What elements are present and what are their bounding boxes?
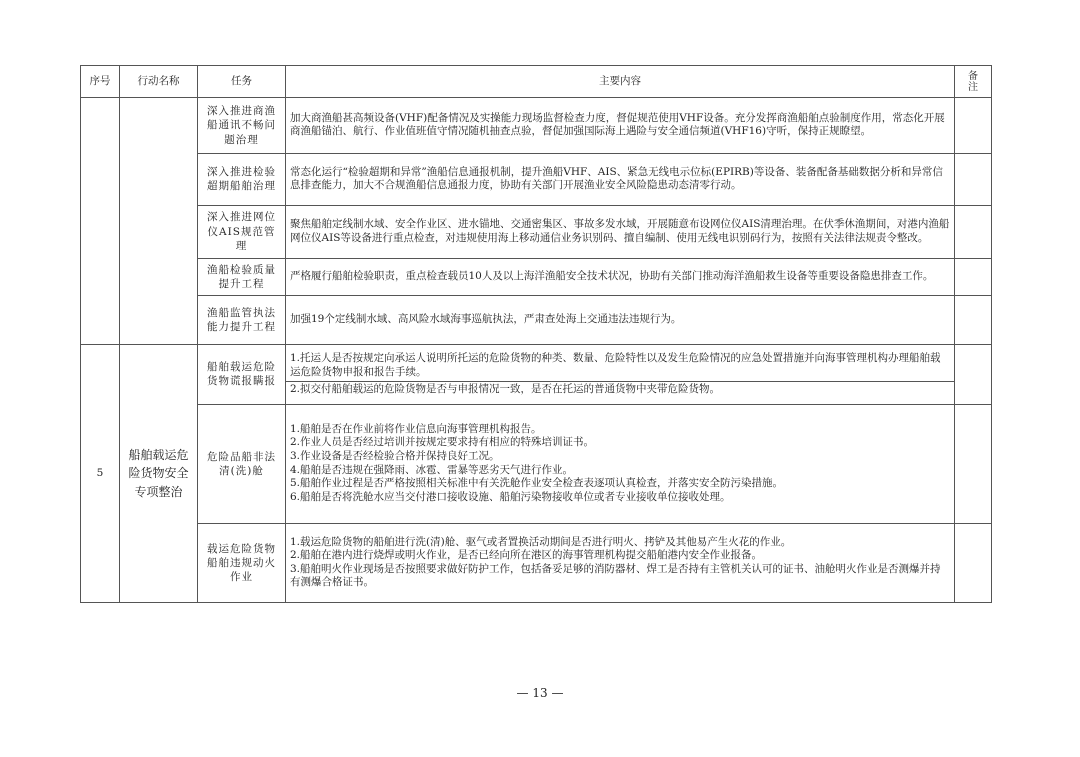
row-index-cell [81,98,120,345]
header-remark-line2: 注 [968,81,978,93]
remark-cell [955,344,992,404]
page-number: — 13 — [516,686,564,700]
table-row [81,258,992,296]
content-item: 3.船舶明火作业现场是否按照要求做好防护工作，包括备妥足够的消防器材、焊工是否持有主管机关认可的证书、油舱明火作业是否测爆并持有测爆合格证书。 [290,562,941,589]
content-cell: 常态化运行“检验超期和异常”渔船信息通报机制，提升渔船VHF、AIS、紧急无线电示位标(EPIRB)等设备、装备配备基础数据分析和异常信息排查能力，加大不合规渔船信息通报力度，协助有关部门开展渔业安全风险隐患动态清零行动。 [286,153,955,205]
remark-cell [955,98,992,154]
content-item: 2.拟交付船舶载运的危险货物是否与申报情况一致，是否在托运的普通货物中夹带危险货物。 [286,381,954,398]
remark-cell [955,523,992,602]
content-cell: 聚焦船舶定线制水域、安全作业区、进水锚地、交通密集区、事故多发水域，开展随意布设网位仪AIS清理治理。在伏季休渔期间，对港内渔船网位仪AIS等设备进行重点检查，对违规使用海上移动通信业务识别码、擅自编制、使用无线电识别码行为，按照有关法律法规责令整改。 [286,205,955,258]
action-table [80,65,992,603]
content-item: 4.船舶是否违规在强降雨、冰雹、雷暴等恶劣天气进行作业。 [290,463,574,476]
table-row [81,205,992,258]
task-cell: 深入推进检验超期船舶治理 [198,153,286,205]
task-cell: 深入推进网位仪AIS规范管理 [198,205,286,258]
table-row [81,523,992,602]
header-remark [955,66,992,98]
content-item: 2.船舶在港内进行烧焊或明火作业，是否已经向所在港区的海事管理机构提交船舶港内安全作业报备。 [290,549,763,562]
content-item: 3.作业设备是否经检验合格并保持良好工况。 [290,450,500,463]
content-cell: 加大商渔船甚高频设备(VHF)配备情况及实操能力现场监督检查力度，督促规范使用VHF设备。充分发挥商渔船舶点验制度作用，常态化开展商渔船锚泊、航行、作业值班值守情况随机抽查点验，督促加强国际海上遇险与安全通信频道(VHF16)守听，保持正规瞭望。 [286,98,955,154]
content-cell [286,523,955,602]
remark-cell [955,205,992,258]
content-item: 1.托运人是否按规定向承运人说明所托运的危险货物的种类、数量、危险特性以及发生危险情况的应急处置措施并向海事管理机构办理船舶载运危险货物申报和报告手续。 [290,352,941,379]
header-index: 序号 [81,66,120,98]
remark-cell [955,153,992,205]
table-row [81,344,992,404]
remark-cell [955,404,992,523]
table-row [81,98,992,154]
content-cell [286,344,955,404]
task-cell: 危险品船非法清(洗)舱 [198,404,286,523]
task-cell: 载运危险货物船舶违规动火作业 [198,523,286,602]
remark-cell [955,258,992,296]
row-index-cell: 5 [81,344,120,602]
content-cell: 严格履行船舶检验职责，重点检查载员10人及以上海洋渔船安全技术状况，协助有关部门推动海洋渔船救生设备等重要设备隐患排查工作。 [286,258,955,296]
content-item: 5.船舶作业过程是否严格按照相关标准中有关洗舱作业安全检查表逐项认真检查，并落实安全防污染措施。 [290,477,784,490]
content-item: 2.作业人员是否经过培训并按规定要求持有相应的特殊培训证书。 [290,436,595,449]
task-cell: 渔船检验质量提升工程 [198,258,286,296]
action-name-cell [120,98,198,345]
task-cell: 深入推进商渔船通讯不畅问题治理 [198,98,286,154]
header-remark-line1: 备 [968,70,978,82]
header-main-content: 主要内容 [286,66,955,98]
table-row [81,404,992,523]
content-item: 6.船舶是否将洗舱水应当交付港口接收设施、船舶污染物接收单位或者专业接收单位接收处理。 [290,491,731,504]
content-item: 1.载运危险货物的船舶进行洗(清)舱、驱气或者置换活动期间是否进行明火、拷铲及其他易产生火花的作业。 [290,535,792,548]
header-action-name: 行动名称 [120,66,198,98]
table-header-row [81,66,992,98]
content-cell: 加强19个定线制水域、高风险水域海事巡航执法，严肃查处海上交通违法违规行为。 [286,296,955,345]
task-cell: 渔船监管执法能力提升工程 [198,296,286,345]
action-name-cell: 船舶载运危险货物安全专项整治 [120,344,198,602]
remark-cell [955,296,992,345]
table-row [81,153,992,205]
content-cell [286,404,955,523]
table-row [81,296,992,345]
content-item: 1.船舶是否在作业前将作业信息向海事管理机构报告。 [290,422,542,435]
header-task: 任务 [198,66,286,98]
task-cell: 船舶载运危险货物谎报瞒报 [198,344,286,404]
